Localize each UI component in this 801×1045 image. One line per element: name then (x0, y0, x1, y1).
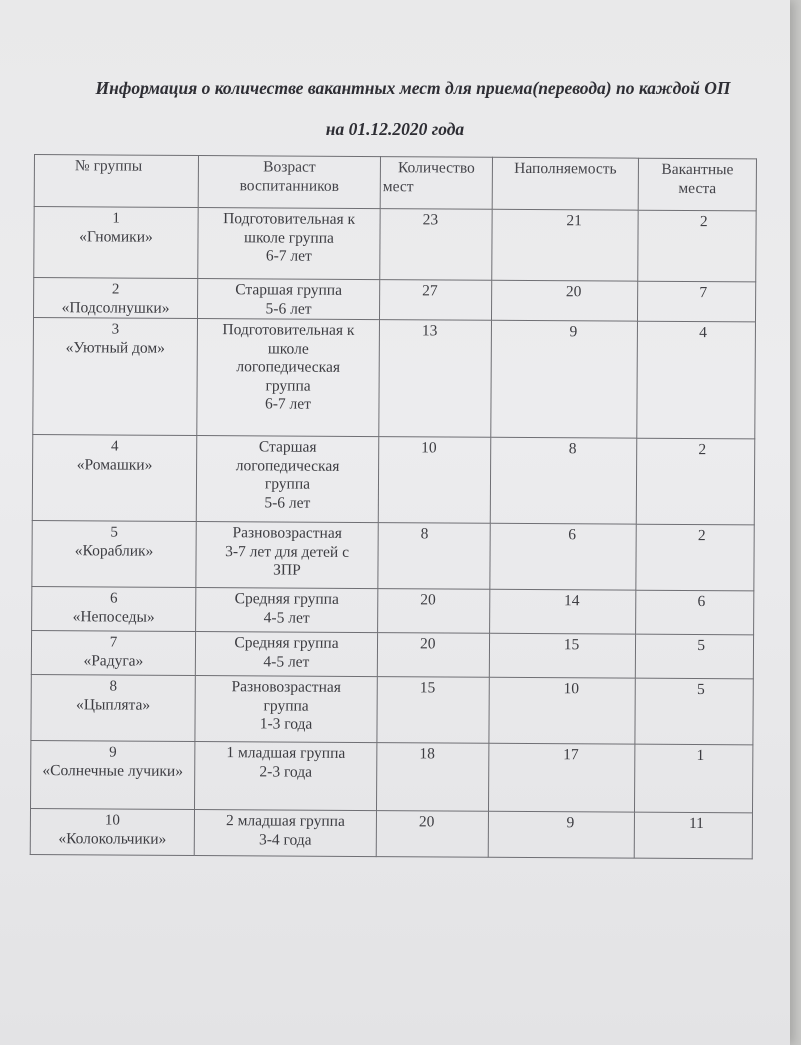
filled-cell: 17 (488, 743, 634, 812)
group-name-cell (32, 586, 196, 631)
group-name: «Кораблик» (74, 541, 154, 560)
age-line: группа (265, 376, 311, 395)
vacant-cell: 2 (636, 524, 754, 591)
quantity-cell: 8 (378, 523, 490, 590)
group-name-cell (34, 207, 198, 279)
quantity-cell: 15 (377, 677, 489, 744)
group-number: 7 (109, 634, 118, 651)
table-row (34, 207, 756, 282)
age-line: 5-6 лет (264, 493, 311, 512)
table-row (31, 630, 753, 678)
age-cell (195, 631, 377, 676)
filled-cell: 21 (492, 209, 638, 281)
group-name: «Уютный дом» (65, 338, 166, 357)
group-number: 1 (112, 210, 120, 227)
filled-cell: 9 (488, 811, 634, 858)
age-line: 3-7 лет для детей с (225, 542, 350, 561)
group-name: «Ромашки» (76, 455, 153, 474)
group-name: «Подсолнушки» (61, 298, 170, 317)
document-date: на 01.12.2020 года (325, 119, 465, 139)
age-line: группа (264, 475, 311, 493)
header-group: № группы (34, 155, 198, 208)
age-line: Подготовительная к (222, 321, 355, 339)
group-number: 8 (109, 678, 118, 695)
vacant-cell: 5 (635, 678, 753, 745)
quantity-cell: 13 (379, 320, 492, 438)
header-filled: Наполняемость (492, 157, 638, 210)
group-name-cell (30, 808, 194, 855)
age-line: Подготовительная к (223, 210, 356, 228)
age-line: Старшая (258, 438, 317, 456)
group-number: 2 (111, 281, 120, 298)
filled-cell: 9 (491, 320, 638, 438)
age-line: 4-5 лет (263, 608, 310, 627)
vacant-cell: 2 (636, 438, 755, 525)
quantity-cell: 20 (377, 633, 489, 678)
table-row (32, 520, 754, 590)
age-cell (196, 587, 378, 632)
vacancy-table (30, 154, 757, 859)
age-cell (198, 208, 380, 280)
age-cell (196, 521, 378, 588)
age-line: 1-3 года (259, 715, 313, 733)
group-number: 5 (110, 524, 118, 541)
vacant-cell: 11 (634, 812, 752, 859)
table-row (31, 674, 753, 744)
age-line: школе группа (244, 228, 334, 247)
age-line: 4-5 лет (263, 652, 310, 671)
table-row (30, 808, 752, 858)
table-row (33, 318, 756, 439)
age-cell (197, 319, 380, 437)
document-title: Информация о количестве вакантных мест для приема(перевода) по каждой ОП (95, 78, 731, 98)
group-name: «Гномики» (79, 227, 153, 246)
group-name: «Непоседы» (72, 607, 155, 626)
quantity-cell: 10 (378, 437, 491, 524)
age-line: Средняя группа (234, 590, 339, 608)
group-number: 4 (110, 438, 119, 455)
age-cell (196, 435, 379, 522)
age-cell (194, 809, 376, 856)
table-row (34, 278, 756, 322)
age-line: ЗПР (273, 561, 301, 579)
table-row (31, 740, 753, 812)
vacant-cell: 5 (635, 634, 753, 679)
header-age: Возраст воспитанников (198, 156, 380, 209)
age-cell (195, 675, 377, 742)
age-cell (197, 279, 379, 320)
group-name-cell (31, 740, 195, 809)
table-row (32, 434, 755, 524)
vacant-cell: 1 (634, 744, 752, 813)
age-line: Разновозрастная (232, 524, 342, 542)
vacant-cell: 7 (637, 281, 755, 322)
filled-cell: 14 (490, 589, 636, 634)
group-number: 9 (109, 744, 117, 761)
age-line: Средняя группа (234, 634, 339, 652)
age-cell (194, 741, 376, 810)
group-name-cell (32, 520, 196, 587)
group-number: 6 (109, 590, 118, 607)
group-name-cell (31, 630, 195, 675)
age-line: логопедическая (235, 456, 340, 475)
age-line: 6-7 лет (265, 247, 312, 265)
group-number: 3 (111, 321, 120, 338)
header-vacant: Вакантные места (638, 158, 756, 211)
age-line: 5-6 лет (265, 299, 312, 318)
age-line: школе (267, 339, 309, 358)
age-line: логопедическая (236, 358, 341, 376)
group-name-cell (32, 434, 197, 521)
age-line: 3-4 года (258, 830, 312, 849)
age-line: группа (263, 696, 309, 715)
table-row (32, 586, 754, 634)
filled-cell: 10 (489, 677, 635, 744)
group-number: 10 (104, 812, 120, 829)
age-line: Разновозрастная (231, 678, 341, 696)
header-quantity: Количество мест (380, 157, 492, 210)
age-line: 2-3 года (259, 762, 313, 781)
quantity-cell: 20 (378, 589, 490, 634)
age-line: 2 младшая группа (225, 812, 345, 830)
vacant-cell: 4 (637, 321, 756, 439)
header-row (34, 155, 756, 211)
filled-cell: 6 (490, 523, 636, 590)
age-line: 1 младшая группа (226, 744, 346, 762)
group-name: «Солнечные лучики» (42, 761, 184, 780)
group-name: «Колокольчики» (58, 829, 167, 848)
vacant-cell: 2 (638, 210, 756, 282)
group-name-cell (31, 674, 195, 741)
group-name: «Цыплята» (76, 695, 151, 714)
group-name-cell (33, 318, 198, 436)
group-name: «Радуга» (83, 651, 144, 670)
filled-cell: 8 (490, 437, 637, 524)
quantity-cell: 27 (379, 280, 491, 321)
age-line: Старшая группа (235, 281, 343, 299)
quantity-cell: 20 (376, 811, 488, 858)
age-line: 6-7 лет (264, 395, 311, 413)
vacant-cell: 6 (636, 590, 754, 635)
filled-cell: 15 (489, 633, 635, 678)
filled-cell: 20 (491, 280, 637, 321)
quantity-cell: 18 (376, 743, 488, 812)
quantity-cell: 23 (380, 209, 492, 281)
group-name-cell (34, 278, 198, 319)
